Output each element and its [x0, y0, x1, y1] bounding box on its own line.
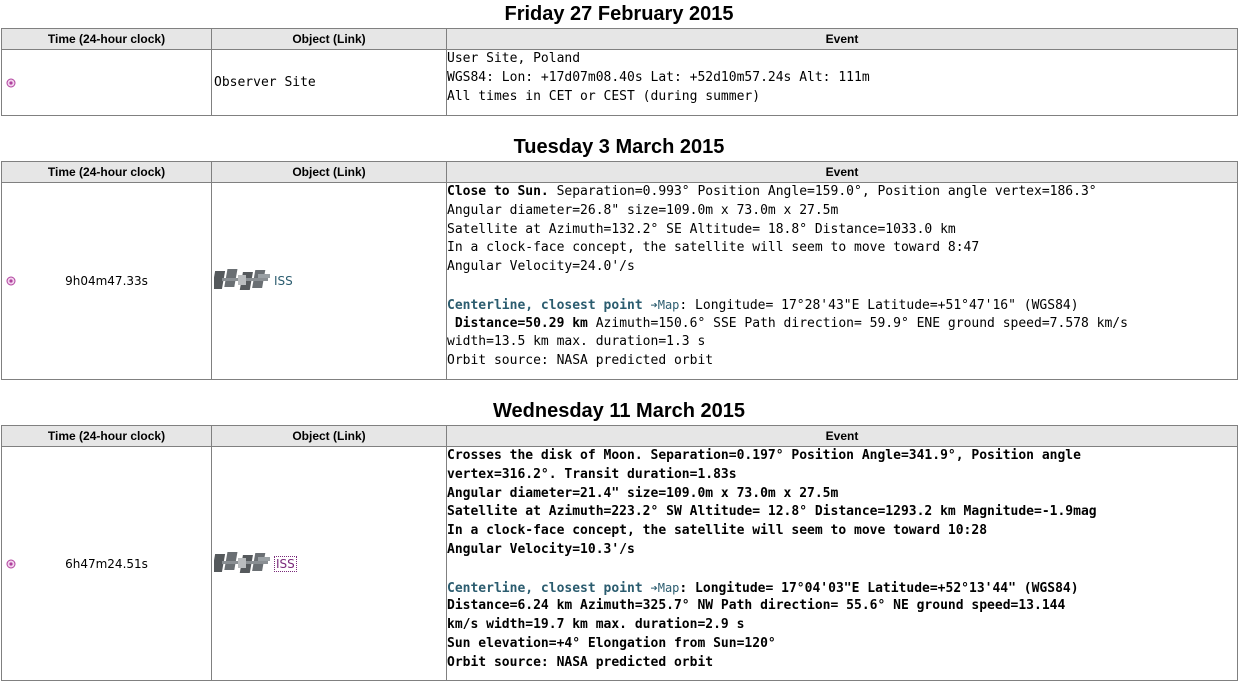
close-to-sun-label: Close to Sun. [447, 184, 549, 199]
event-line [447, 315, 1237, 334]
table-header-row [2, 29, 1238, 50]
day-title: Friday 27 February 2015 [504, 3, 734, 25]
centerline-link[interactable]: Centerline, [447, 580, 534, 596]
time-value: 9h04m47.33s [65, 274, 148, 288]
separation-text: Separation=0.993° Position Angle=159.0°, Position angle vertex=186.3° [548, 184, 1097, 199]
iss-link[interactable]: ISS [274, 274, 293, 288]
time-cell [2, 183, 212, 380]
event-cell [447, 50, 1238, 116]
day-title: Tuesday 3 March 2015 [513, 136, 725, 158]
day-section-2 [0, 135, 1238, 159]
centerline-line [447, 579, 1237, 598]
event-line: Orbit source: NASA predicted orbit [447, 353, 714, 369]
event-line: In a clock-face concept, the satellite will seem to move toward 10:28 [447, 523, 988, 539]
event-line: Satellite at Azimuth=223.2° SW Altitude= 12.8° Distance=1293.2 km Magnitude=-1.9mag [447, 504, 1097, 520]
time-column-header: Time (24-hour clock) [2, 426, 212, 447]
event-line: All times in CET or CEST (during summer) [447, 88, 761, 104]
object-column-header: Object (Link) [212, 426, 447, 447]
spacer [447, 277, 1237, 296]
map-link[interactable]: ➔Map [650, 580, 680, 595]
centerline-line [447, 296, 1237, 315]
map-link[interactable]: ➔Map [650, 297, 680, 312]
distance-details: Azimuth=150.6° SSE Path direction= 59.9° ENE ground speed=7.578 km/s [587, 315, 1128, 331]
event-line: In a clock-face concept, the satellite will seem to move toward 8:47 [447, 240, 980, 256]
event-line [447, 183, 1237, 202]
event-column-header: Event [447, 29, 1238, 50]
event-marker-icon [6, 559, 16, 569]
event-line: vertex=316.2°. Transit duration=1.83s [447, 466, 737, 482]
time-cell [2, 50, 212, 116]
object-cell [212, 50, 447, 116]
event-marker-icon [6, 78, 16, 88]
iss-satellite-icon[interactable] [214, 549, 274, 579]
events-table-2 [1, 161, 1238, 380]
event-line: Angular Velocity=24.0'/s [447, 259, 635, 275]
event-line: Angular diameter=21.4" size=109.0m x 73.0m x 27.5m [447, 485, 839, 501]
object-cell [212, 447, 447, 681]
day-section-1 [0, 2, 1238, 26]
event-cell [447, 447, 1238, 681]
event-line: km/s width=19.7 km max. duration=2.9 s [447, 617, 745, 633]
event-column-header: Event [447, 162, 1238, 183]
table-row [2, 447, 1238, 681]
event-marker-icon [6, 276, 16, 286]
time-column-header: Time (24-hour clock) [2, 162, 212, 183]
iss-link[interactable]: ISS [276, 556, 295, 571]
event-line: Orbit source: NASA predicted orbit [447, 654, 714, 670]
table-header-row [2, 426, 1238, 447]
event-line: Satellite at Azimuth=132.2° SE Altitude= 18.8° Distance=1033.0 km [447, 221, 956, 237]
time-cell [2, 447, 212, 681]
event-cell [447, 183, 1238, 380]
closest-point-link[interactable]: closest point [540, 297, 643, 313]
centerline-coordinates: : Longitude= 17°04'03"E Latitude=+52°13'44" (WGS84) [679, 580, 1079, 596]
object-column-header: Object (Link) [212, 162, 447, 183]
centerline-link[interactable]: Centerline, [447, 297, 534, 313]
object-column-header: Object (Link) [212, 29, 447, 50]
events-table-1 [1, 28, 1238, 116]
event-line: WGS84: Lon: +17d07m08.40s Lat: +52d10m57.24s Alt: 111m [447, 69, 870, 85]
closest-point-link[interactable]: closest point [540, 580, 643, 596]
event-line: Distance=6.24 km Azimuth=325.7° NW Path direction= 55.6° NE ground speed=13.144 [447, 598, 1066, 614]
event-line: Angular Velocity=10.3'/s [447, 541, 635, 557]
event-line: Crosses the disk of Moon. Separation=0.197° Position Angle=341.9°, Position angle [447, 448, 1081, 463]
day-title: Wednesday 11 March 2015 [493, 400, 745, 422]
event-line: User Site, Poland [447, 51, 581, 66]
day-section-3 [0, 399, 1238, 423]
event-line: width=13.5 km max. duration=1.3 s [447, 334, 706, 350]
time-column-header: Time (24-hour clock) [2, 29, 212, 50]
event-column-header: Event [447, 426, 1238, 447]
iss-satellite-icon[interactable] [214, 266, 274, 296]
centerline-coordinates: : Longitude= 17°28'43"E Latitude=+51°47'16" (WGS84) [679, 297, 1079, 313]
spacer [447, 560, 1237, 579]
time-value: 6h47m24.51s [65, 556, 148, 571]
events-table-3 [1, 425, 1238, 681]
event-line: Sun elevation=+4° Elongation from Sun=120° [447, 635, 776, 651]
object-cell [212, 183, 447, 380]
table-header-row [2, 162, 1238, 183]
event-line: Angular diameter=26.8" size=109.0m x 73.0m x 27.5m [447, 202, 839, 218]
observer-site-label: Observer Site [214, 75, 316, 90]
table-row [2, 50, 1238, 116]
table-row [2, 183, 1238, 380]
distance-label: Distance=50.29 km [454, 315, 588, 331]
